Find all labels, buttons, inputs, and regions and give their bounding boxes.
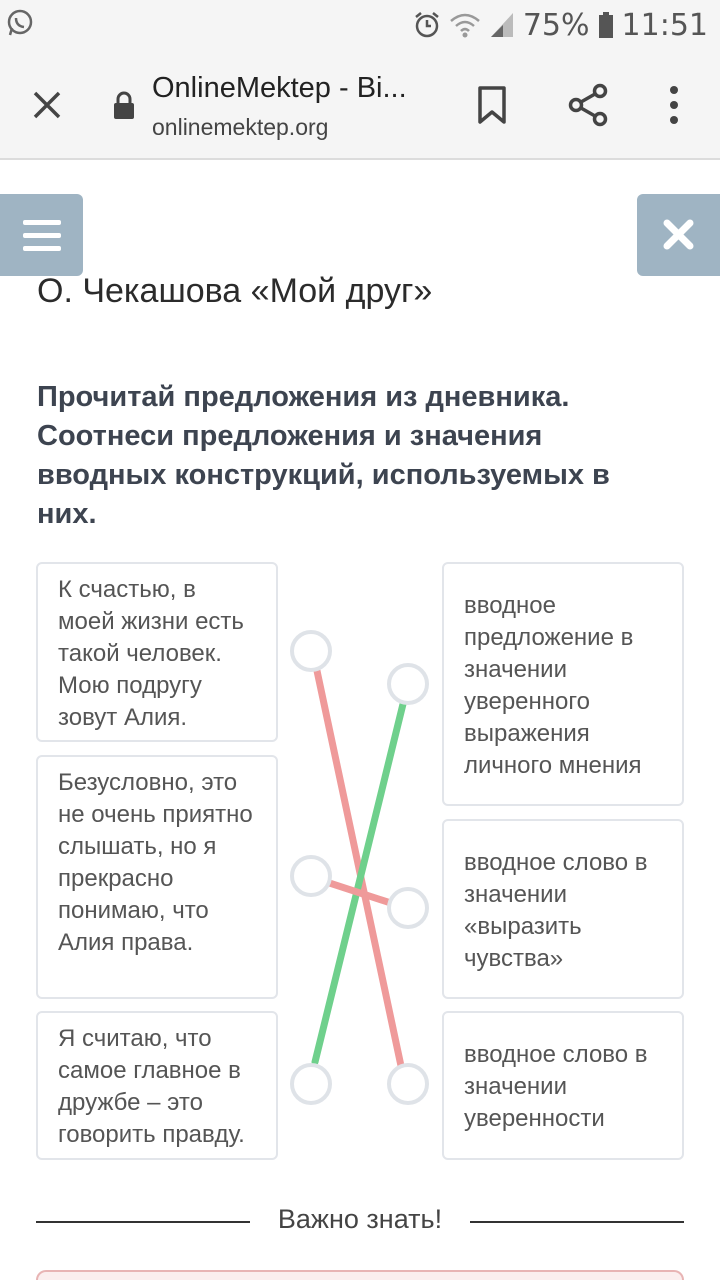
whatsapp-icon bbox=[6, 9, 34, 37]
right-item-3[interactable] bbox=[442, 1011, 684, 1160]
page-title: О. Чекашова «Мой друг» bbox=[37, 272, 433, 310]
left-item-text: К счастью, в моей жизни есть такой человек. Мою подругу зовут Алия. bbox=[58, 576, 244, 731]
link-line-1-3 bbox=[313, 652, 404, 1080]
close-icon bbox=[637, 194, 720, 276]
wifi-icon bbox=[449, 11, 481, 39]
right-item-text: вводное предложение в значении уверенного выражения личного мнения bbox=[464, 592, 642, 779]
left-connector-3[interactable] bbox=[292, 1065, 330, 1103]
menu-icon-line bbox=[23, 246, 61, 251]
right-connector-1[interactable] bbox=[389, 665, 427, 703]
right-connector-3[interactable] bbox=[389, 1065, 427, 1103]
menu-icon-line bbox=[23, 233, 61, 238]
battery-icon bbox=[598, 11, 614, 39]
signal-icon bbox=[489, 11, 515, 39]
section-heading bbox=[0, 1204, 720, 1235]
left-connector-1[interactable] bbox=[292, 632, 330, 670]
close-icon[interactable] bbox=[26, 84, 68, 126]
left-item-text: Я считаю, что самое главное в дружбе – это говорить правду. bbox=[58, 1025, 245, 1148]
share-icon[interactable] bbox=[566, 82, 610, 128]
url-text[interactable]: onlinemektep.org bbox=[152, 114, 329, 140]
section-heading-text: Важно знать! bbox=[266, 1204, 454, 1234]
bookmark-icon[interactable] bbox=[474, 82, 510, 128]
left-item-text: Безусловно, это не очень приятно слышать, но я прекрасно понимаю, что Алия права. bbox=[58, 769, 253, 956]
close-lesson-button[interactable] bbox=[637, 194, 720, 276]
right-item-text: вводное слово в значении «выразить чувства» bbox=[464, 849, 648, 972]
left-item-3[interactable] bbox=[36, 1011, 278, 1160]
lock-icon bbox=[112, 90, 136, 120]
menu-button[interactable] bbox=[0, 194, 83, 276]
battery-percent: 75% bbox=[522, 7, 590, 43]
right-item-1[interactable] bbox=[442, 562, 684, 806]
browser-toolbar bbox=[0, 50, 720, 160]
clock-time: 11:51 bbox=[621, 7, 708, 43]
left-connector-2[interactable] bbox=[292, 857, 330, 895]
right-item-text: вводное слово в значении уверенности bbox=[464, 1041, 648, 1132]
link-line-2-2 bbox=[311, 877, 400, 906]
info-box bbox=[36, 1270, 684, 1280]
menu-icon-line bbox=[23, 220, 61, 225]
link-line-3-1 bbox=[315, 700, 404, 1062]
left-item-2[interactable] bbox=[36, 755, 278, 999]
status-bar bbox=[0, 0, 720, 50]
right-connector-2[interactable] bbox=[389, 889, 427, 927]
page-tab-title: OnlineMektep - Bi... bbox=[152, 72, 407, 104]
task-instruction: Прочитай предложения из дневника. Соотнеси предложения и значения вводных конструкций, используемых в них. bbox=[37, 381, 610, 530]
more-icon[interactable] bbox=[664, 82, 684, 128]
left-item-1[interactable] bbox=[36, 562, 278, 742]
right-item-2[interactable] bbox=[442, 819, 684, 999]
alarm-icon bbox=[413, 11, 441, 39]
